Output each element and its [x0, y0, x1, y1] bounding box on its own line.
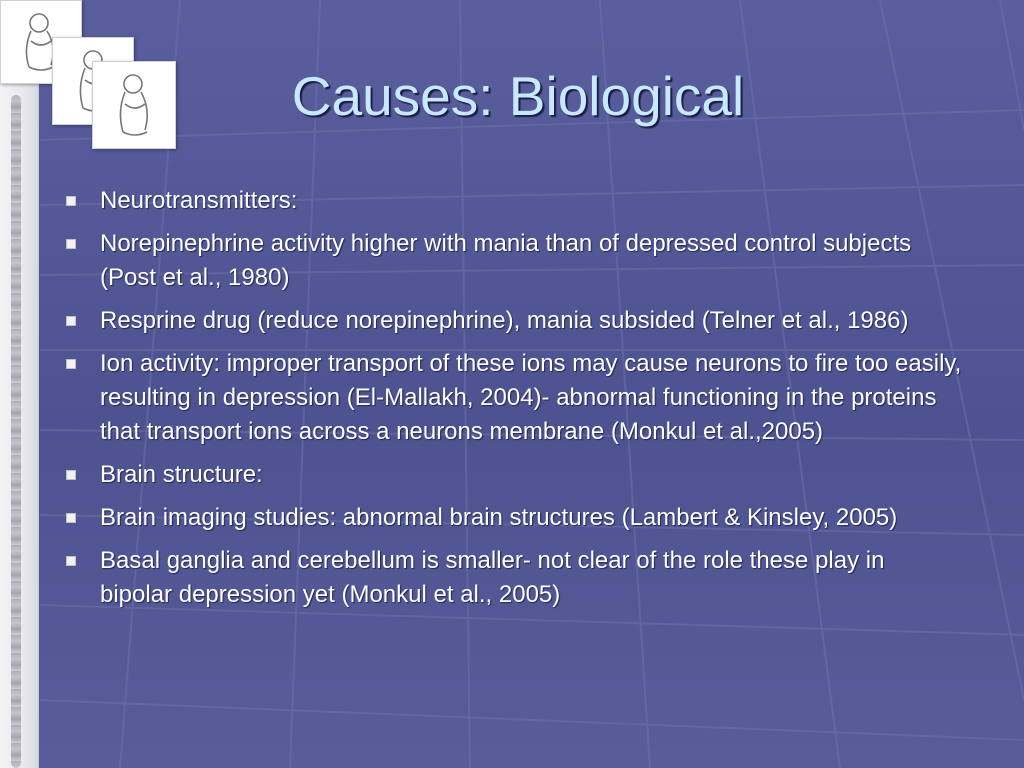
bullet-text: Brain imaging studies: abnormal brain structures (Lambert & Kinsley, 2005) — [100, 504, 898, 531]
bullet-text: Neurotransmitters: — [100, 187, 298, 214]
list-item — [62, 458, 962, 492]
bullet-text: Basal ganglia and cerebellum is smaller- not clear of the role these play in bipolar depression yet (Monkul et al., 2005) — [100, 547, 885, 608]
bullet-text: Brain structure: — [100, 461, 263, 488]
list-item — [62, 184, 962, 218]
page-title: Causes: Biological — [291, 65, 745, 127]
square-bullet-icon — [66, 239, 76, 249]
left-decorative-strip — [0, 0, 39, 768]
list-item — [62, 501, 962, 535]
bullet-text: Norepinephrine activity higher with mania than of depressed control subjects (Post et al., 1980) — [100, 230, 912, 291]
list-item — [62, 227, 962, 295]
square-bullet-icon — [66, 470, 76, 480]
square-bullet-icon — [66, 556, 76, 566]
list-item — [62, 304, 962, 338]
list-item — [62, 544, 962, 612]
vine-decoration — [11, 95, 21, 768]
bullet-text: Resprine drug (reduce norepinephrine), mania subsided (Telner et al., 1986) — [100, 307, 909, 334]
bullet-list — [62, 184, 962, 621]
square-bullet-icon — [66, 513, 76, 523]
list-item — [62, 347, 962, 449]
sketch-figure-icon — [92, 61, 176, 149]
bullet-text: Ion activity: improper transport of these ions may cause neurons to fire too easily, resulting in depression (El-Mallakh, 2004)- abnormal functioning in the proteins that transport ions across a neurons membrane (Monkul et al.,2005) — [100, 350, 962, 445]
square-bullet-icon — [66, 316, 76, 326]
square-bullet-icon — [66, 359, 76, 369]
square-bullet-icon — [66, 196, 76, 206]
